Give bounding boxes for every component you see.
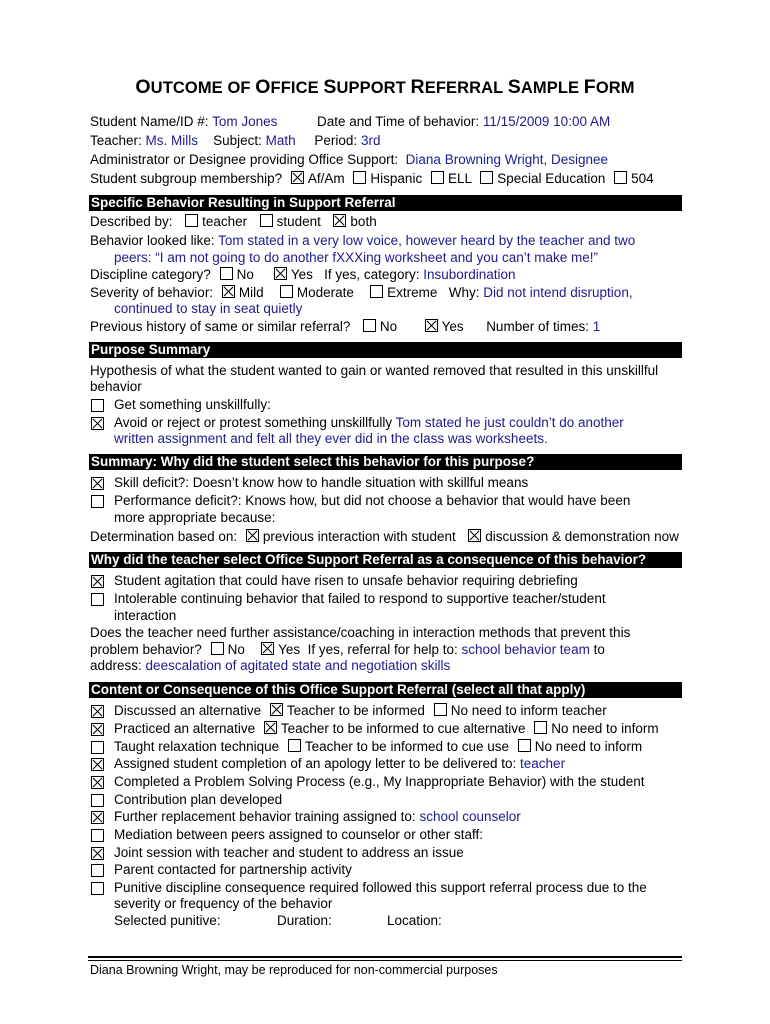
duration-label: Duration: — [277, 913, 332, 928]
practiced-no-need-checkbox[interactable] — [534, 721, 547, 734]
hypothesis-line-1: Hypothesis of what the student wanted to gain or wanted removed that resulted in this unskillful — [90, 363, 659, 378]
determination-line: Determination based on: previous interaction with student discussion & demonstration now — [90, 529, 679, 544]
address-line: address: deescalation of agitated state and negotiation skills — [90, 658, 451, 673]
footer-rule — [88, 956, 682, 958]
described-student-checkbox[interactable] — [260, 214, 273, 227]
history-yes-checkbox[interactable] — [425, 319, 438, 332]
period-label: Period: — [314, 133, 358, 148]
subgroup-504-checkbox[interactable] — [614, 171, 627, 184]
footer-rule-thin — [88, 960, 682, 961]
datetime-label: Date and Time of behavior: — [317, 114, 480, 129]
subgroup-afam-checkbox[interactable] — [291, 171, 304, 184]
row-training: Further replacement behavior training assigned to: school counselor — [114, 809, 521, 824]
row-apology: Assigned student completion of an apology letter to be delivered to: teacher — [114, 756, 566, 771]
problem-solving-checkbox[interactable] — [91, 776, 104, 789]
described-teacher-checkbox[interactable] — [185, 214, 198, 227]
subgroup-ell-checkbox[interactable] — [431, 171, 444, 184]
assistance-question-line-2: problem behavior? No Yes If yes, referral for help to: school behavior team to — [90, 642, 605, 657]
student-agitation-label: Student agitation that could have risen to unsafe behavior requiring debriefing — [114, 573, 578, 588]
history-line: Previous history of same or similar referral? No Yes Number of times: 1 — [90, 319, 601, 334]
section-heading-why-teacher: Why did the teacher select Office Support Referral as a consequence of this behavior? — [89, 552, 682, 568]
skill-deficit-label: Skill deficit?: Doesn’t know how to handle situation with skillful means — [114, 475, 529, 490]
teacher-label: Teacher: — [90, 133, 142, 148]
history-no-checkbox[interactable] — [363, 319, 376, 332]
discipline-yes-checkbox[interactable] — [274, 267, 287, 280]
contribution-plan-label: Contribution plan developed — [114, 792, 283, 807]
teacher-line — [90, 132, 380, 149]
period-value: 3rd — [360, 133, 381, 148]
looked-like-line-2: peers: “I am not going to do another fXXXing worksheet and you can’t make me!” — [114, 250, 599, 265]
subgroup-hispanic-checkbox[interactable] — [353, 171, 366, 184]
section-heading-specific-behavior: Specific Behavior Resulting in Support Referral — [89, 195, 682, 211]
parent-contacted-label: Parent contacted for partnership activity — [114, 862, 352, 877]
relaxation-no-need-checkbox[interactable] — [518, 739, 531, 752]
practiced-alternative-checkbox[interactable] — [91, 723, 104, 736]
footer-text: Diana Browning Wright, may be reproduced for non-commercial purposes — [90, 963, 498, 977]
section-heading-content-consequence: Content or Consequence of this Office Support Referral (select all that apply) — [89, 682, 682, 698]
problem-solving-label: Completed a Problem Solving Process (e.g., My Inappropriate Behavior) with the student — [114, 774, 645, 789]
previous-interaction-checkbox[interactable] — [246, 529, 259, 542]
performance-deficit-checkbox[interactable] — [91, 495, 104, 508]
skill-deficit-checkbox[interactable] — [91, 477, 104, 490]
subject-value: Math — [265, 133, 296, 148]
student-line — [90, 113, 277, 130]
avoid-reject-line: Avoid or reject or protest something unskillfully Tom stated he just couldn’t do another — [114, 415, 624, 430]
subject-label: Subject: — [213, 133, 262, 148]
severity-moderate-checkbox[interactable] — [280, 285, 293, 298]
relaxation-technique-checkbox[interactable] — [91, 741, 104, 754]
practiced-teacher-informed-checkbox[interactable] — [264, 721, 277, 734]
avoid-reject-checkbox[interactable] — [91, 417, 104, 430]
severity-extreme-checkbox[interactable] — [370, 285, 383, 298]
severity-mild-checkbox[interactable] — [222, 285, 235, 298]
replacement-training-checkbox[interactable] — [91, 811, 104, 824]
assistance-question-line-1: Does the teacher need further assistance/coaching in interaction methods that prevent this — [90, 625, 631, 640]
intolerable-behavior-checkbox[interactable] — [91, 593, 104, 606]
discussed-alternative-checkbox[interactable] — [91, 705, 104, 718]
row-practiced: Practiced an alternative Teacher to be informed to cue alternative No need to inform — [114, 721, 659, 736]
mediation-label: Mediation between peers assigned to counselor or other staff: — [114, 827, 483, 842]
assistance-no-checkbox[interactable] — [211, 642, 224, 655]
teacher-value: Ms. Mills — [145, 133, 199, 148]
subgroup-line: Student subgroup membership? Af/Am Hispanic ELL Special Education 504 — [90, 171, 654, 186]
get-something-checkbox[interactable] — [91, 399, 104, 412]
performance-deficit-label-2: more appropriate because: — [114, 510, 276, 525]
mediation-checkbox[interactable] — [91, 829, 104, 842]
punitive-discipline-label: Punitive discipline consequence required followed this support referral process due to the — [114, 880, 647, 895]
admin-line — [90, 151, 608, 168]
contribution-plan-checkbox[interactable] — [91, 794, 104, 807]
avoid-reject-line-2: written assignment and felt all they ever did in the class was worksheets. — [114, 431, 548, 446]
datetime-line — [317, 113, 610, 130]
get-something-label: Get something unskillfully: — [114, 397, 271, 412]
student-value: Tom Jones — [212, 114, 278, 129]
severity-line: Severity of behavior: Mild Moderate Extreme Why: Did not intend disruption, — [90, 285, 633, 300]
punitive-discipline-label-2: severity or frequency of the behavior — [114, 896, 333, 911]
parent-contacted-checkbox[interactable] — [91, 864, 104, 877]
student-label: Student Name/ID #: — [90, 114, 209, 129]
admin-value: Diana Browning Wright, Designee — [405, 152, 609, 167]
hypothesis-line-2: behavior — [90, 379, 142, 394]
selected-punitive-label: Selected punitive: — [114, 913, 221, 928]
joint-session-label: Joint session with teacher and student to address an issue — [114, 845, 464, 860]
row-discussed: Discussed an alternative Teacher to be informed No need to inform teacher — [114, 703, 607, 718]
joint-session-checkbox[interactable] — [91, 847, 104, 860]
discipline-line: Discipline category? No Yes If yes, category: Insubordination — [90, 267, 516, 282]
described-both-checkbox[interactable] — [333, 214, 346, 227]
looked-like-line: Behavior looked like: Tom stated in a very low voice, however heard by the teacher and two — [90, 233, 636, 248]
admin-label: Administrator or Designee providing Office Support: — [90, 152, 399, 167]
discipline-no-checkbox[interactable] — [220, 267, 233, 280]
form-title: OUTCOME OF OFFICE SUPPORT REFERRAL SAMPLE FORM — [135, 76, 635, 98]
section-heading-purpose-summary: Purpose Summary — [89, 342, 682, 358]
discussed-teacher-informed-checkbox[interactable] — [270, 703, 283, 716]
intolerable-behavior-label: Intolerable continuing behavior that failed to respond to supportive teacher/student — [114, 591, 606, 606]
described-line: Described by: teacher student both — [90, 214, 377, 229]
assistance-yes-checkbox[interactable] — [261, 642, 274, 655]
section-heading-summary-why: Summary: Why did the student select this behavior for this purpose? — [89, 454, 682, 470]
performance-deficit-label: Performance deficit?: Knows how, but did not choose a behavior that would have been — [114, 493, 631, 508]
location-label: Location: — [387, 913, 442, 928]
relaxation-teacher-informed-checkbox[interactable] — [288, 739, 301, 752]
discussed-no-need-checkbox[interactable] — [434, 703, 447, 716]
subgroup-special-ed-checkbox[interactable] — [480, 171, 493, 184]
apology-letter-checkbox[interactable] — [91, 758, 104, 771]
subgroup-label: Student subgroup membership? — [90, 171, 283, 186]
row-relaxation: Taught relaxation technique Teacher to be informed to cue use No need to inform — [114, 739, 643, 754]
severity-line-2: continued to stay in seat quietly — [114, 301, 303, 316]
datetime-value: 11/15/2009 10:00 AM — [482, 114, 611, 129]
punitive-discipline-checkbox[interactable] — [91, 882, 104, 895]
discussion-demonstration-checkbox[interactable] — [468, 529, 481, 542]
student-agitation-checkbox[interactable] — [91, 575, 104, 588]
intolerable-behavior-label-2: interaction — [114, 608, 177, 623]
